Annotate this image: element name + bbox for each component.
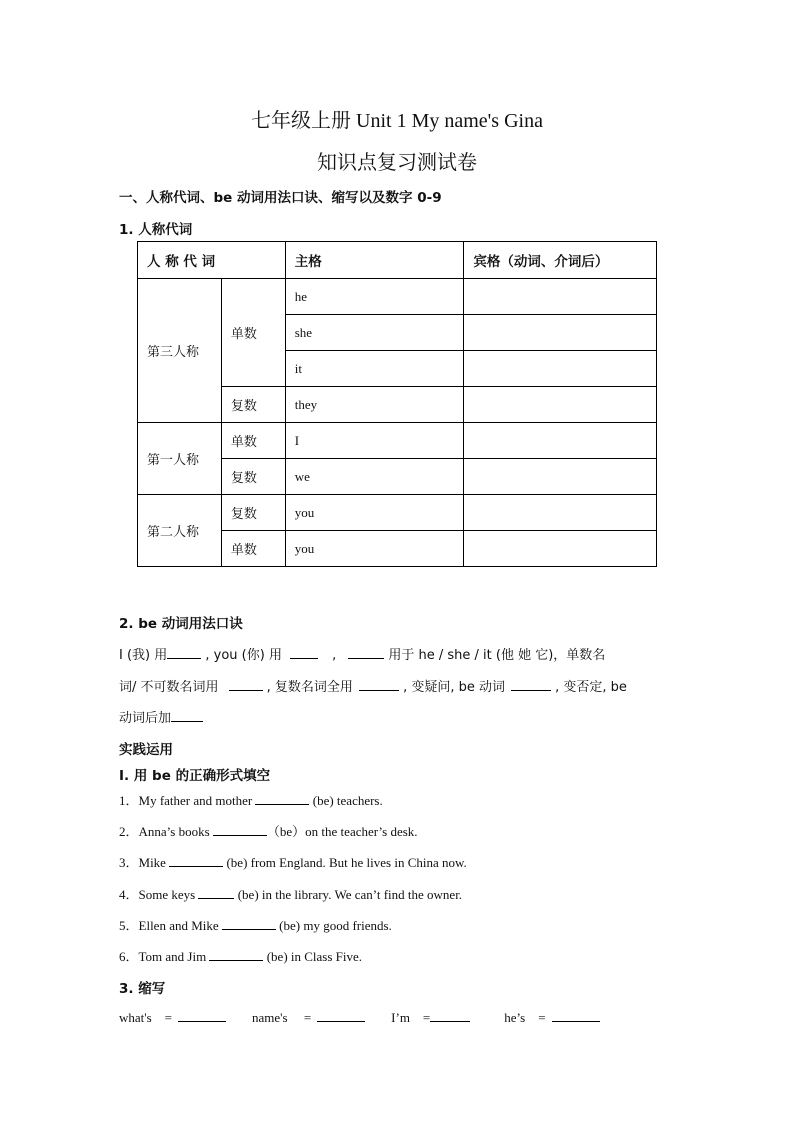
contraction-heading: 3. 缩写 xyxy=(119,981,166,997)
worksheet-subtitle: 知识点复习测试卷 xyxy=(317,152,477,174)
subject-cell: he xyxy=(285,279,464,315)
table-header-row xyxy=(138,242,657,279)
exercise-item: 4．Some keys (be) in the library. We can’t find the owner. xyxy=(119,887,463,902)
plural-label: 复数 xyxy=(221,387,285,423)
worksheet-title: 七年级上册 Unit 1 My name's Gina xyxy=(251,110,543,132)
exercise-item: 5．Ellen and Mike (be) my good friends. xyxy=(119,918,392,933)
contraction-row: what's = name's = I’m = he’s = xyxy=(119,1008,600,1026)
object-answer-cell[interactable] xyxy=(464,387,657,423)
object-answer-cell[interactable] xyxy=(464,315,657,351)
practice-heading: 实践运用 xyxy=(119,742,173,758)
header-object: 宾格（动词、介词后） xyxy=(464,242,657,279)
object-answer-cell[interactable] xyxy=(464,531,657,567)
subject-cell: we xyxy=(285,459,464,495)
object-answer-cell[interactable] xyxy=(464,279,657,315)
answer-blank[interactable] xyxy=(348,645,384,659)
answer-blank[interactable] xyxy=(511,677,551,691)
object-answer-cell[interactable] xyxy=(464,423,657,459)
rhyme-line-2: 词/ 不可数名词用 , 复数名词全用 , 变疑问, be 动词 , 变否定, be xyxy=(119,676,627,695)
answer-blank[interactable] xyxy=(209,947,263,961)
subject-cell: you xyxy=(285,531,464,567)
table-row xyxy=(138,423,657,459)
subject-cell: it xyxy=(285,351,464,387)
subject-cell: you xyxy=(285,495,464,531)
answer-blank[interactable] xyxy=(359,677,399,691)
rhyme-line-3: 动词后加 xyxy=(119,707,203,726)
header-subject: 主格 xyxy=(285,242,464,279)
answer-blank[interactable] xyxy=(167,645,201,659)
singular-label: 单数 xyxy=(221,423,285,459)
exercise-item: 3．Mike (be) from England. But he lives in China now. xyxy=(119,855,467,870)
subject-cell: she xyxy=(285,315,464,351)
answer-blank[interactable] xyxy=(290,645,318,659)
header-pronoun: 人 称 代 词 xyxy=(138,242,286,279)
answer-blank[interactable] xyxy=(198,885,234,899)
object-answer-cell[interactable] xyxy=(464,351,657,387)
exercise-item: 1．My father and mother (be) teachers. xyxy=(119,793,383,808)
plural-label: 复数 xyxy=(221,459,285,495)
answer-blank[interactable] xyxy=(430,1008,470,1022)
answer-blank[interactable] xyxy=(171,708,203,722)
answer-blank[interactable] xyxy=(255,791,309,805)
singular-label: 单数 xyxy=(221,531,285,567)
table-row xyxy=(138,495,657,531)
object-answer-cell[interactable] xyxy=(464,459,657,495)
answer-blank[interactable] xyxy=(317,1008,365,1022)
exercise-item: 6．Tom and Jim (be) in Class Five. xyxy=(119,949,363,964)
section1-heading: 一、人称代词、be 动词用法口诀、缩写以及数字 0-9 xyxy=(119,190,442,206)
answer-blank[interactable] xyxy=(178,1008,226,1022)
answer-blank[interactable] xyxy=(169,853,223,867)
object-answer-cell[interactable] xyxy=(464,495,657,531)
practice-subheading: I. 用 be 的正确形式填空 xyxy=(119,768,271,784)
subject-cell: I xyxy=(285,423,464,459)
plural-label: 复数 xyxy=(221,495,285,531)
third-person-label: 第三人称 xyxy=(138,279,222,423)
answer-blank[interactable] xyxy=(552,1008,600,1022)
answer-blank[interactable] xyxy=(213,822,267,836)
first-person-label: 第一人称 xyxy=(138,423,222,495)
be-rhyme-heading: 2. be 动词用法口诀 xyxy=(119,616,243,632)
exercise-item: 2．Anna’s books （be）on the teacher’s desk. xyxy=(119,824,418,839)
table-row xyxy=(138,279,657,315)
subject-cell: they xyxy=(285,387,464,423)
rhyme-line-1: I (我) 用 , you (你) 用 , 用于 he / she / it (他 她 它)，单数名 xyxy=(119,644,605,663)
singular-label: 单数 xyxy=(221,279,285,387)
pronoun-subheading: 1. 人称代词 xyxy=(119,222,193,238)
second-person-label: 第二人称 xyxy=(138,495,222,567)
answer-blank[interactable] xyxy=(222,916,276,930)
pronoun-table xyxy=(137,241,657,567)
answer-blank[interactable] xyxy=(229,677,263,691)
